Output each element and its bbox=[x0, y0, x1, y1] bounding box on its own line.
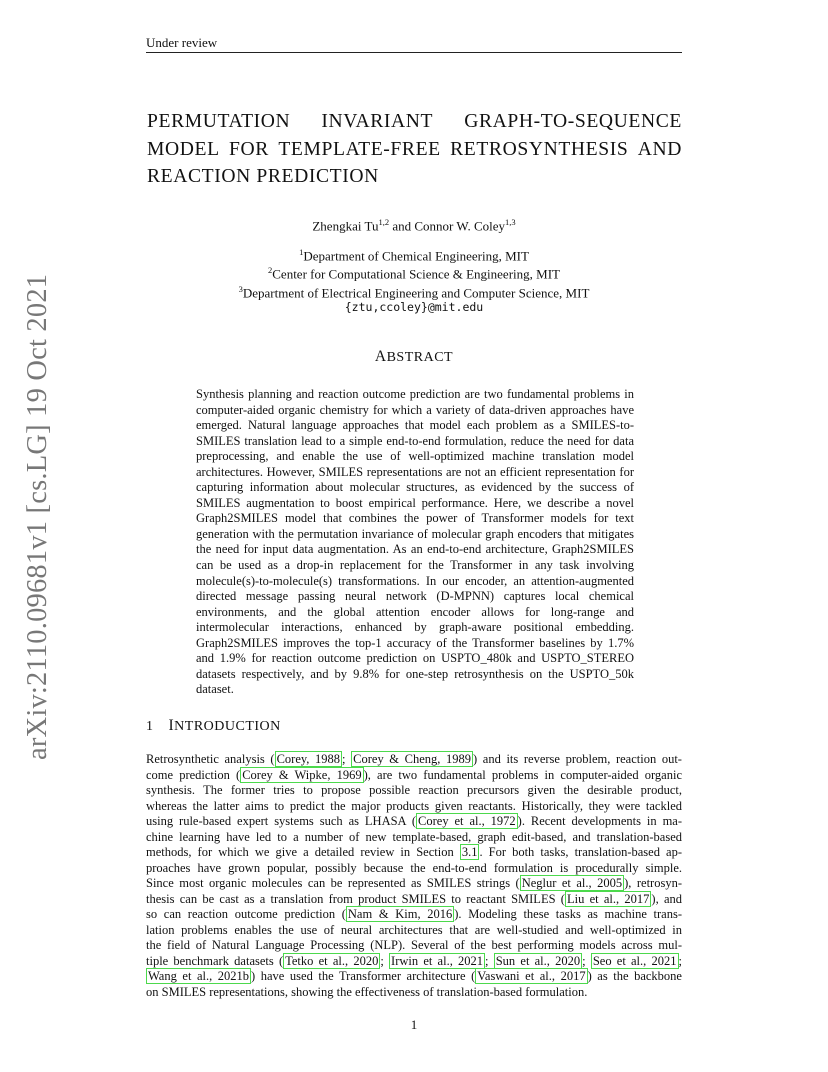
text-line bbox=[146, 845, 682, 861]
text-run: on SMILES representations, showing the effectiveness of translation-based formulation. bbox=[146, 984, 588, 999]
abstract-body: Synthesis planning and reaction outcome prediction are two fundamental problems in computer-aided organic chemistry for which a variety of data-driven approaches have emerged. Natural language approaches that model each problem as a SMILES-to-SMILES translation lead to a simple end-to-end formulation, reduce the need for data preprocessing, and enable the use of well-optimized machine translation model architectures. However, SMILES representations are not an efficient representation for capturing information about molecular structures, as evidenced by the success of SMILES augmentation to boost empirical performance. Here, we describe a novel Graph2SMILES model that combines the power of Transformer models for text generation with the permutation invariance of molecular graph encoders that mitigates the need for input data augmentation. As an end-to-end architecture, Graph2SMILES can be used as a drop-in replacement for the Transformer in any task involving molecule(s)-to-molecule(s) transformations. In our encoder, an attention-augmented directed message passing neural network (D-MPNN) captures local chemical environments, and the global attention encoder allows for long-range and intermolecular interactions, enhanced by graph-aware positional embedding. Graph2SMILES improves the top-1 accuracy of the Transformer baselines by 1.7% and 1.9% for reaction outcome prediction on USPTO_480k and USPTO_STEREO datasets respectively, and by 9.8% for one-step retrosynthesis on the USPTO_50k dataset. bbox=[196, 387, 634, 697]
text-run: synthesis. The former tries to propose possible reaction precursors given the desirable product, bbox=[146, 783, 682, 797]
text-line bbox=[146, 907, 682, 923]
title-word: MODEL bbox=[147, 138, 220, 160]
citation-link[interactable]: Seo et al., 2021 bbox=[592, 953, 677, 968]
text-run: ) as the backbone bbox=[587, 969, 682, 983]
text-line bbox=[146, 954, 682, 970]
title-line-2 bbox=[147, 136, 682, 164]
text-run: ; bbox=[342, 752, 352, 766]
citation-link[interactable]: Tetko et al., 2020 bbox=[285, 953, 379, 968]
citation-link[interactable]: 3.1 bbox=[461, 845, 478, 859]
text-run: whereas the latter aims to predict the major products given reactants. Historically, they were tackled bbox=[146, 798, 682, 813]
affiliation-number: 2 bbox=[268, 265, 273, 276]
text-line bbox=[146, 876, 682, 892]
citation-link[interactable]: Sun et al., 2020 bbox=[495, 953, 581, 968]
page-number: 1 bbox=[410, 1017, 418, 1032]
text-run: proaches have grown popular, possibly because the end-to-end formulation is procedurally simple. bbox=[146, 860, 682, 875]
author-name: Zhengkai Tu bbox=[312, 218, 379, 234]
text-run: Since most organic molecules can be represented as SMILES strings ( bbox=[146, 876, 520, 890]
text-line bbox=[146, 752, 682, 768]
text-line bbox=[146, 923, 682, 939]
affiliation-text: Department of Chemical Engineering, MIT bbox=[303, 248, 529, 264]
text-line bbox=[146, 830, 682, 846]
text-line bbox=[146, 892, 682, 908]
author-affiliation-mark: 1,2 bbox=[378, 217, 390, 227]
text-run: ). Modeling these tasks as machine trans- bbox=[454, 907, 682, 921]
paper-title bbox=[147, 108, 682, 191]
title-word: TEMPLATE-FREE bbox=[278, 138, 441, 160]
text-run: Retrosynthetic analysis ( bbox=[146, 752, 275, 766]
text-run: ), and bbox=[651, 891, 683, 906]
title-word: FOR bbox=[229, 138, 269, 160]
text-run: ), are two fundamental problems in computer-aided organic bbox=[363, 767, 682, 782]
text-run: using rule-based expert systems such as LHASA ( bbox=[146, 814, 417, 828]
citation-link[interactable]: Vaswani et al., 2017 bbox=[477, 969, 586, 983]
introduction-body bbox=[146, 752, 682, 1000]
heading-initial: A bbox=[374, 348, 387, 365]
title-word: RETROSYNTHESIS bbox=[450, 138, 629, 160]
text-line bbox=[146, 799, 682, 815]
text-run: ; bbox=[485, 953, 494, 968]
text-run: ) have used the Transformer architecture ( bbox=[251, 969, 476, 983]
text-run: lation problems enables the use of neural architectures that are well-studied and well-optimized in bbox=[146, 922, 682, 937]
affiliation-text: Department of Electrical Engineering and Computer Science, MIT bbox=[242, 284, 590, 300]
email-address[interactable]: {ztu,ccoley}@mit.edu bbox=[344, 299, 484, 314]
header-rule bbox=[146, 52, 682, 53]
citation-link[interactable]: Corey & Cheng, 1989 bbox=[353, 752, 472, 766]
text-run: the field of Natural Language Processing (NLP). Several of the best performing models across mul- bbox=[146, 938, 682, 952]
affiliation-line bbox=[146, 282, 682, 300]
running-head: Under review bbox=[146, 35, 218, 50]
text-run: ). Recent developments in ma- bbox=[517, 814, 683, 828]
text-run: ; bbox=[380, 953, 390, 968]
citation-link[interactable]: Neglur et al., 2005 bbox=[521, 876, 623, 890]
text-run: ), retrosyn- bbox=[624, 876, 682, 890]
citation-link[interactable]: Corey et al., 1972 bbox=[418, 814, 516, 828]
text-line bbox=[146, 768, 682, 784]
heading-initial: I bbox=[168, 717, 175, 734]
heading-rest: BSTRACT bbox=[386, 350, 454, 365]
text-run: so can reaction outcome prediction ( bbox=[146, 907, 346, 921]
title-word: PERMUTATION bbox=[147, 111, 291, 132]
title-line-1 bbox=[147, 108, 682, 136]
affiliation-line bbox=[146, 263, 682, 281]
text-run: thesis can be cast as a translation from product SMILES to reactant SMILES ( bbox=[146, 891, 565, 906]
citation-link[interactable]: Nam & Kim, 2016 bbox=[347, 907, 453, 921]
text-line bbox=[146, 985, 682, 1001]
text-run: ; bbox=[678, 953, 682, 968]
text-run: chine learning have led to a number of new template-based, graph edit-based, and translation-based bbox=[146, 829, 682, 844]
text-run: methods, for which we give a detailed review in Section bbox=[146, 845, 460, 859]
text-run: come prediction ( bbox=[146, 767, 241, 782]
citation-link[interactable]: Liu et al., 2017 bbox=[566, 891, 650, 906]
text-line bbox=[146, 861, 682, 877]
arxiv-identifier[interactable]: arXiv:2110.09681v1 [cs.LG] 19 Oct 2021 bbox=[22, 273, 53, 760]
text-line bbox=[146, 783, 682, 799]
affiliation-number: 3 bbox=[238, 283, 243, 294]
affiliations bbox=[146, 245, 682, 315]
heading-rest: NTRODUCTION bbox=[174, 719, 281, 734]
title-word: INVARIANT bbox=[321, 111, 434, 132]
citation-link[interactable]: Irwin et al., 2021 bbox=[391, 953, 484, 968]
citation-link[interactable]: Wang et al., 2021b bbox=[148, 969, 250, 983]
affiliation-number: 1 bbox=[299, 247, 304, 257]
title-word: GRAPH-TO-SEQUENCE bbox=[464, 111, 682, 132]
text-line bbox=[146, 938, 682, 954]
author-conjunction: and bbox=[392, 218, 412, 234]
affiliation-line bbox=[146, 245, 682, 263]
author-affiliation-mark: 1,3 bbox=[505, 217, 516, 227]
text-run: tiple benchmark datasets ( bbox=[146, 953, 284, 968]
text-run: ) and its reverse problem, reaction out- bbox=[473, 752, 682, 766]
author-list bbox=[146, 217, 682, 234]
abstract-heading bbox=[146, 348, 682, 366]
text-run: ; bbox=[582, 953, 591, 968]
title-line-3: REACTION PREDICTION bbox=[147, 166, 379, 187]
citation-link[interactable]: Corey, 1988 bbox=[276, 752, 341, 766]
text-run: . For both tasks, translation-based ap- bbox=[479, 845, 683, 859]
text-line bbox=[146, 969, 682, 985]
text-line bbox=[146, 814, 682, 830]
citation-link[interactable]: Corey & Wipke, 1969 bbox=[242, 767, 362, 782]
section-number: 1 bbox=[146, 719, 154, 734]
author-name: Connor W. Coley bbox=[414, 218, 506, 234]
title-word: AND bbox=[637, 138, 682, 160]
affiliation-text: Center for Computational Science & Engineering, MIT bbox=[272, 266, 560, 282]
section-heading-introduction bbox=[146, 717, 281, 735]
